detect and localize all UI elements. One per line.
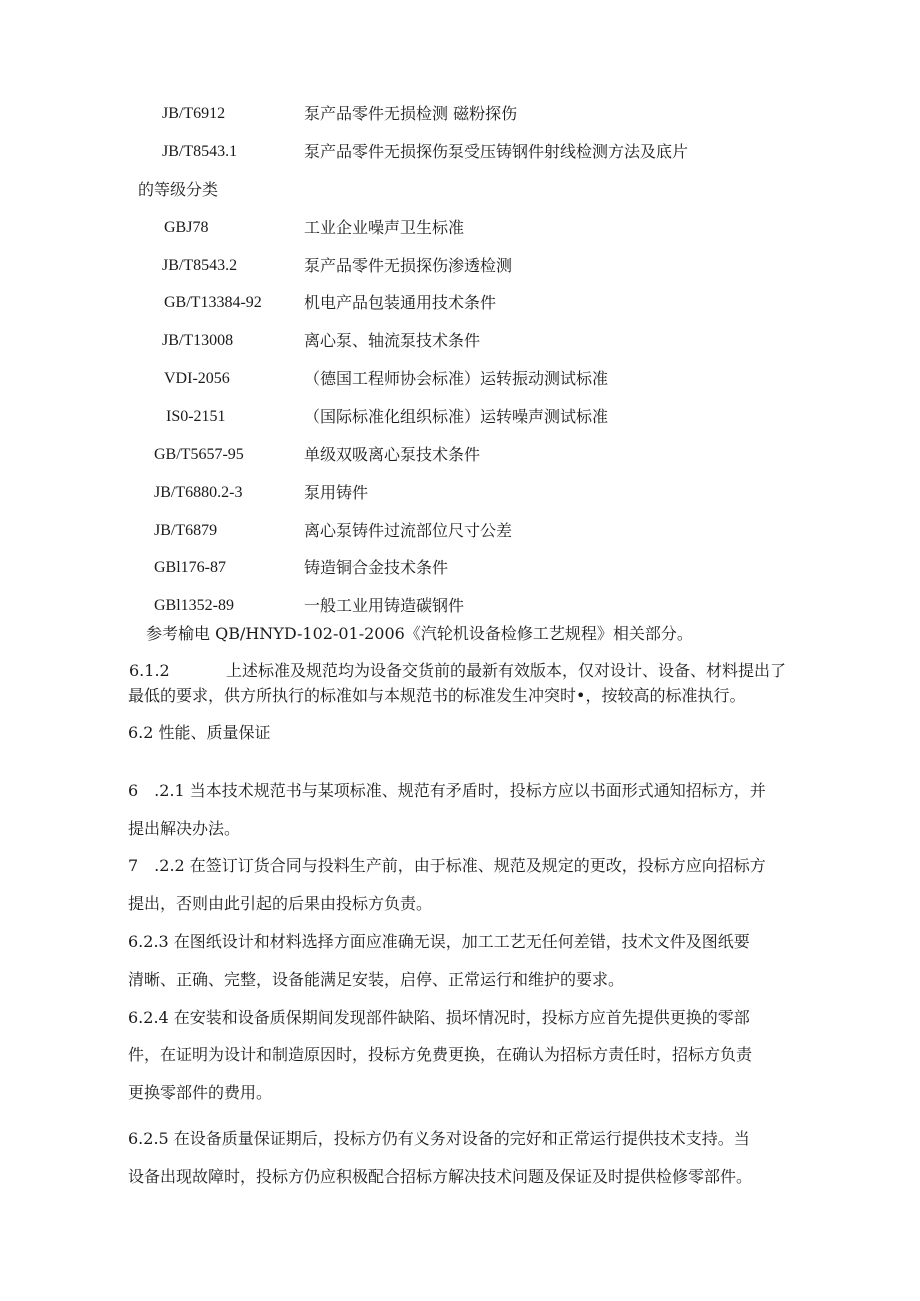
standard-code: JB/T8543.2 xyxy=(162,257,238,274)
standard-code: JB/T8543.1 xyxy=(162,143,238,160)
paragraph-line: 6.2.4 在安装和设备质保期间发现部件缺陷、损坏情况时，投标方应首先提供更换的零部 xyxy=(128,1008,750,1027)
paragraph-line: 设备出现故障时，投标方仍应积极配合招标方解决技术问题及保证及时提供检修零部件。 xyxy=(128,1167,753,1186)
standard-title: （德国工程师协会标准）运转振动测试标准 xyxy=(304,369,609,388)
paragraph-line: 上述标准及规范均为设备交货前的最新有效版本，仅对设计、设备、材料提出了 xyxy=(226,661,787,680)
clause-number: 6.1.2 xyxy=(129,661,170,680)
standard-code: GBl1352-89 xyxy=(154,597,234,614)
standard-title: 铸造铜合金技术条件 xyxy=(304,558,449,577)
standard-title: 单级双吸离心泵技术条件 xyxy=(304,445,481,464)
standard-title: （国际标准化组织标准）运转噪声测试标准 xyxy=(304,407,609,426)
paragraph-line: 清晰、正确、完整，设备能满足安装，启停、正常运行和维护的要求。 xyxy=(128,970,625,989)
paragraph-line: 提出，否则由此引起的后果由投标方负责。 xyxy=(128,894,433,913)
standard-code: GB/T5657-95 xyxy=(154,446,244,463)
standard-code: JB/T13008 xyxy=(162,332,234,349)
standard-title: 泵产品零件无损探伤泵受压铸钢件射线检测方法及底片 xyxy=(304,142,689,161)
standard-title: 泵产品零件无损检测 磁粉探伤 xyxy=(304,104,518,123)
standard-title: 泵用铸件 xyxy=(304,483,369,502)
paragraph-line: 7 .2.2 在签订订货合同与投料生产前，由于标准、规范及规定的更改，投标方应向招标方 xyxy=(128,856,766,875)
standard-code: JB/T6879 xyxy=(154,522,218,539)
standard-code: GBl176-87 xyxy=(154,559,226,576)
standard-code: JB/T6880.2-3 xyxy=(154,484,243,501)
reference-note: 参考榆电 QB/HNYD-102-01-2006《汽轮机设备检修工艺规程》相关部分。 xyxy=(146,624,693,643)
paragraph-line: 最低的要求，供方所执行的标准如与本规范书的标准发生冲突时•，按较高的标准执行。 xyxy=(128,686,746,705)
paragraph-line: 6.2.5 在设备质量保证期后，投标方仍有义务对设备的完好和正常运行提供技术支持。当 xyxy=(128,1129,750,1148)
paragraph-line: 6.2.3 在图纸设计和材料选择方面应准确无误，加工工艺无任何差错，技术文件及图纸要 xyxy=(128,932,750,951)
standard-title: 离心泵、轴流泵技术条件 xyxy=(304,331,481,350)
standard-code: JB/T6912 xyxy=(162,105,226,122)
title-continuation: 的等级分类 xyxy=(138,180,219,199)
paragraph-line: 更换零部件的费用。 xyxy=(128,1083,273,1102)
section-heading: 6.2 性能、质量保证 xyxy=(128,723,271,742)
standard-title: 工业企业噪声卫生标准 xyxy=(304,218,465,237)
standard-title: 离心泵铸件过流部位尺寸公差 xyxy=(304,521,513,540)
standard-title: 一般工业用铸造碳钢件 xyxy=(304,596,465,615)
standard-code: GBJ78 xyxy=(164,219,209,236)
paragraph-line: 提出解决办法。 xyxy=(128,819,241,838)
standard-title: 机电产品包装通用技术条件 xyxy=(304,293,497,312)
standard-code: IS0-2151 xyxy=(166,408,226,425)
standard-title: 泵产品零件无损探伤渗透检测 xyxy=(304,256,513,275)
paragraph-line: 件，在证明为设计和制造原因时，投标方免费更换，在确认为招标方责任时，招标方负责 xyxy=(128,1045,753,1064)
standard-code: VDI-2056 xyxy=(164,370,230,387)
paragraph-line: 6 .2.1 当本技术规范书与某项标准、规范有矛盾时，投标方应以书面形式通知招标方，并 xyxy=(128,781,766,800)
standard-code: GB/T13384-92 xyxy=(164,294,262,311)
